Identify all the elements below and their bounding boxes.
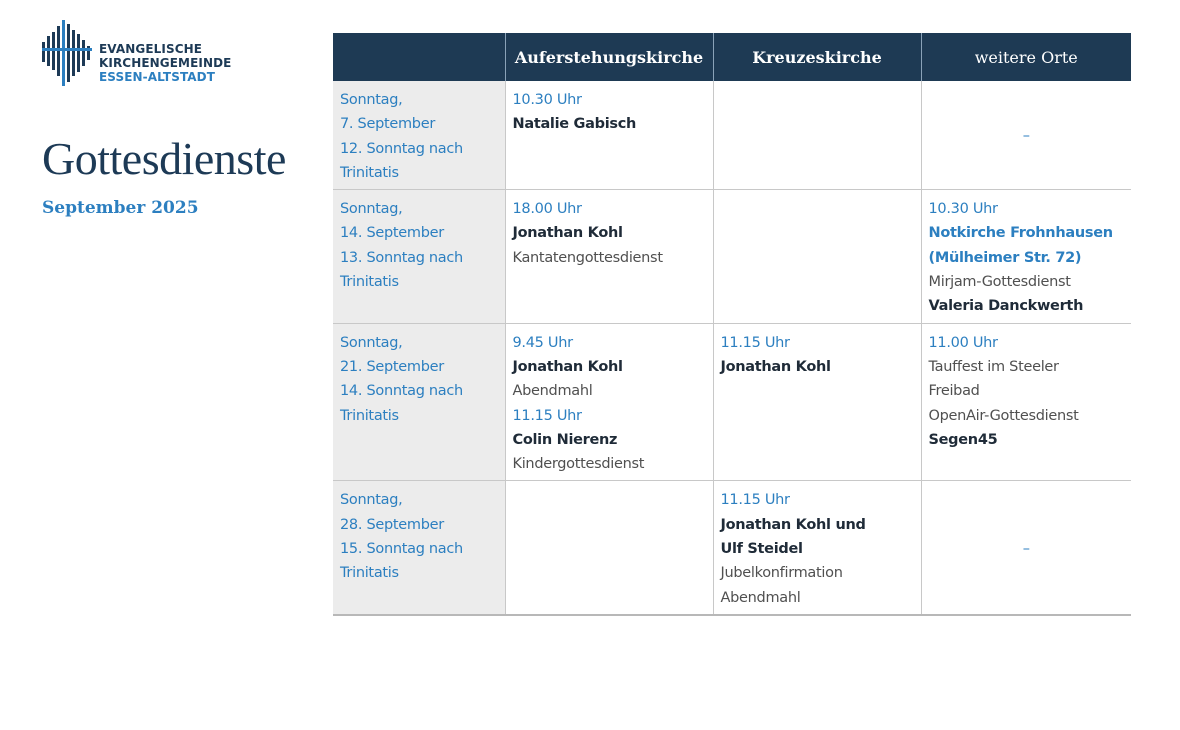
service-note: Mirjam-Gottesdienst bbox=[928, 274, 1071, 291]
weitere-orte-cell bbox=[921, 81, 1131, 190]
table-row bbox=[333, 81, 1131, 190]
date-line: 21. September bbox=[340, 358, 444, 375]
date-cell bbox=[333, 323, 505, 481]
service-note: OpenAir-Gottesdienst bbox=[928, 407, 1079, 424]
date-line: Sonntag, bbox=[340, 92, 403, 108]
header-weitere-orte: weitere Orte bbox=[921, 33, 1131, 81]
auferstehungskirche-cell bbox=[505, 481, 713, 615]
logo-wordmark bbox=[99, 42, 231, 84]
empty-dash: – bbox=[1022, 541, 1030, 558]
kreuzeskirche-cell bbox=[713, 190, 921, 323]
kreuzeskirche-cell bbox=[713, 81, 921, 190]
table-row bbox=[333, 190, 1131, 323]
logo-line-2: KIRCHENGEMEINDE bbox=[99, 56, 232, 70]
service-note: Freibad bbox=[928, 383, 980, 400]
date-line: Trinitatis bbox=[340, 164, 399, 181]
service-note: Kantatengottesdienst bbox=[512, 249, 663, 266]
date-line: Trinitatis bbox=[340, 274, 399, 291]
weitere-orte-cell bbox=[921, 481, 1131, 615]
date-line: 28. September bbox=[340, 516, 444, 533]
service-note: Abendmahl bbox=[512, 383, 593, 400]
service-loc: Notkirche Frohnhausen bbox=[928, 225, 1113, 242]
service-loc: (Mülheimer Str. 72) bbox=[928, 249, 1082, 266]
date-line: Sonntag, bbox=[340, 334, 403, 351]
service-time: 9.45 Uhr bbox=[512, 334, 573, 351]
table-row bbox=[333, 323, 1131, 481]
service-person: Jonathan Kohl bbox=[512, 358, 623, 375]
service-time: 11.15 Uhr bbox=[720, 492, 790, 509]
date-line: Sonntag, bbox=[340, 492, 403, 509]
logo-line-1: EVANGELISCHE bbox=[99, 42, 203, 56]
service-person: Valeria Danckwerth bbox=[928, 298, 1084, 315]
service-time: 18.00 Uhr bbox=[512, 201, 582, 218]
service-note: Jubelkonfirmation bbox=[720, 565, 843, 582]
church-logo-icon bbox=[42, 20, 92, 86]
table-row bbox=[333, 481, 1131, 615]
date-cell bbox=[333, 81, 505, 190]
date-line: 14. Sonntag nach bbox=[340, 383, 463, 400]
auferstehungskirche-cell bbox=[505, 323, 713, 481]
weitere-orte-cell bbox=[921, 190, 1131, 323]
date-line: 12. Sonntag nach bbox=[340, 140, 463, 157]
service-note: Tauffest im Steeler bbox=[928, 358, 1059, 375]
service-time: 11.00 Uhr bbox=[928, 334, 998, 351]
service-time: 11.15 Uhr bbox=[720, 334, 790, 351]
date-line: 7. September bbox=[340, 116, 435, 133]
page-subtitle: September 2025 bbox=[42, 198, 199, 218]
date-line: 14. September bbox=[340, 225, 444, 242]
service-person: Ulf Steidel bbox=[720, 541, 803, 558]
date-line: Sonntag, bbox=[340, 201, 403, 218]
service-person: Jonathan Kohl bbox=[720, 358, 831, 375]
date-line: Trinitatis bbox=[340, 407, 399, 424]
auferstehungskirche-cell bbox=[505, 81, 713, 190]
kreuzeskirche-cell bbox=[713, 323, 921, 481]
kreuzeskirche-cell bbox=[713, 481, 921, 615]
service-person: Colin Nierenz bbox=[512, 431, 618, 448]
service-person: Jonathan Kohl bbox=[512, 225, 623, 242]
date-cell bbox=[333, 190, 505, 323]
church-logo bbox=[42, 20, 231, 86]
header-date bbox=[333, 33, 505, 81]
weitere-orte-cell bbox=[921, 323, 1131, 481]
date-line: 15. Sonntag nach bbox=[340, 541, 463, 558]
service-time: 10.30 Uhr bbox=[928, 201, 998, 218]
service-time: 10.30 Uhr bbox=[512, 92, 582, 108]
table-header-row bbox=[333, 33, 1131, 81]
service-person: Natalie Gabisch bbox=[512, 116, 637, 133]
service-time: 11.15 Uhr bbox=[512, 407, 582, 424]
service-note: Abendmahl bbox=[720, 589, 801, 606]
auferstehungskirche-cell bbox=[505, 190, 713, 323]
logo-line-3: ESSEN-ALTSTADT bbox=[99, 70, 216, 84]
service-schedule-table bbox=[333, 33, 1131, 616]
date-cell bbox=[333, 481, 505, 615]
date-line: 13. Sonntag nach bbox=[340, 249, 463, 266]
header-kreuzeskirche: Kreuzeskirche bbox=[713, 33, 921, 81]
service-note: Kindergottesdienst bbox=[512, 456, 645, 473]
date-line: Trinitatis bbox=[340, 565, 399, 582]
service-person: Jonathan Kohl und bbox=[720, 516, 866, 533]
service-person: Segen45 bbox=[928, 431, 998, 448]
empty-dash: – bbox=[1022, 128, 1030, 145]
header-auferstehungskirche: Auferstehungskirche bbox=[505, 33, 713, 81]
page-title: Gottesdienste bbox=[42, 133, 286, 184]
